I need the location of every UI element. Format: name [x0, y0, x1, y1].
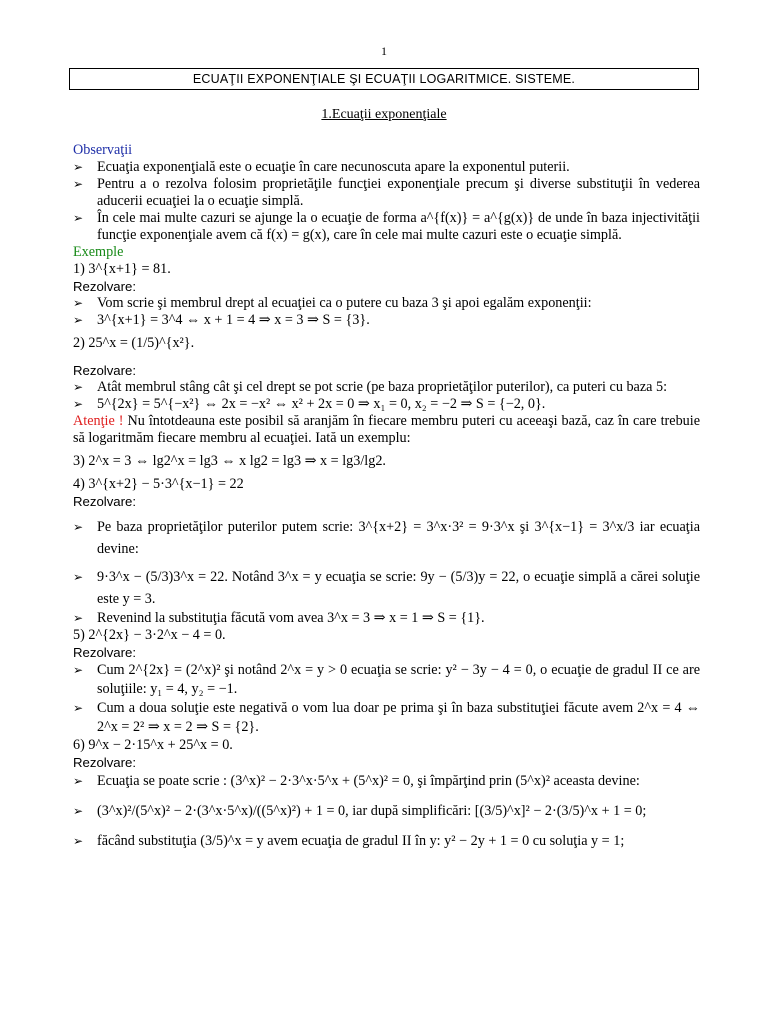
- observation-text: În cele mai multe cazuri se ajunge la o ecuaţie de forma a^{f(x)} = a^{g(x)} de unde în baza injectivităţii funcţie exponenţiale avem că f(x) = g(x), care în cele mai multe cazuri este o ecuaţie simplă.: [97, 210, 700, 243]
- solution-step: [73, 379, 700, 396]
- step-text: Atât membrul stâng cât şi cel drept se pot scrie (pe baza proprietăţilor puterilor), ca puteri cu baza 5:: [97, 379, 668, 395]
- arrow-bullet-icon: ➢: [73, 296, 84, 310]
- solution-step: [73, 312, 700, 329]
- step-text: 9·3^x − (5/3)3^x = 22. Notând 3^x = y ecuaţia se scrie: 9y − (5/3)y = 22, o ecuaţie simplă a cărei soluţie este y = 3.: [97, 569, 700, 607]
- solution-step: [73, 566, 700, 610]
- page-title: ECUAŢII EXPONENŢIALE ŞI ECUAŢII LOGARITMICE. SISTEME.: [69, 68, 699, 90]
- atentie-label: Atenţie !: [73, 413, 124, 429]
- solution-step: [73, 801, 700, 821]
- solution-step: [73, 699, 700, 737]
- step-text: Pe baza proprietăţilor puterilor putem scrie: 3^{x+2} = 3^x·3² = 9·3^x şi 3^{x−1} = 3^x/3 iar ecuaţia devine:: [97, 519, 700, 557]
- arrow-bullet-icon: ➢: [73, 313, 84, 327]
- arrow-bullet-icon: ➢: [73, 663, 84, 677]
- step-formula: 5^{2x} = 5^{−x²} ⇔ 2x = −x² ⇔ x² + 2x = 0 ⇒ x₁ = 0, x₂ = −2 ⇒ S = {−2, 0}.: [97, 396, 546, 412]
- arrow-bullet-icon: ➢: [73, 380, 84, 394]
- step-text: (3^x)²/(5^x)² − 2·(3^x·5^x)/((5^x)²) + 1 = 0, iar după simplificări: [(3/5)^x]² − 2·(3/5)^x + 1 = 0;: [97, 803, 647, 819]
- observation-item: [73, 210, 700, 244]
- observation-text: Ecuaţia exponenţială este o ecuaţie în care necunoscuta apare la exponentul puterii.: [97, 159, 570, 175]
- step-text: Vom scrie şi membrul drept al ecuaţiei ca o putere cu baza 3 şi apoi egalăm exponenţii:: [97, 295, 592, 311]
- solution-step: [73, 396, 700, 413]
- observation-text: Pentru a o rezolva folosim proprietăţile funcţiei exponenţiale precum şi diverse substituţii în vederea aducerii ecuaţiei la o ecuaţie simplă.: [97, 176, 700, 209]
- page-number: 1: [381, 44, 387, 58]
- rezolvare-label: Rezolvare:: [73, 494, 137, 509]
- arrow-bullet-icon: ➢: [73, 397, 84, 411]
- solution-step: [73, 610, 700, 627]
- step-text: Ecuaţia se poate scrie : (3^x)² − 2·3^x·5^x + (5^x)² = 0, şi împărţind prin (5^x)² aceasta devine:: [97, 773, 640, 789]
- rezolvare-label: Rezolvare:: [73, 279, 137, 294]
- rezolvare-label: Rezolvare:: [73, 645, 137, 660]
- solution-step: [73, 831, 700, 851]
- arrow-bullet-icon: ➢: [73, 701, 84, 715]
- arrow-bullet-icon: ➢: [73, 570, 84, 584]
- step-text: Cum 2^{2x} = (2^x)² şi notând 2^x = y > 0 ecuaţia se scrie: y² − 3y − 4 = 0, o ecuaţie de gradul II ce are soluţiile: y₁ = 4, y₂ = −1.: [97, 662, 700, 697]
- example-1: 1) 3^{x+1} = 81.: [73, 261, 171, 277]
- solution-step: [73, 516, 700, 560]
- example-2: 2) 25^x = (1/5)^{x²}.: [73, 335, 195, 351]
- observation-item: [73, 176, 700, 210]
- example-3: 3) 2^x = 3 ⇔ lg2^x = lg3 ⇔ x lg2 = lg3 ⇒ x = lg3/lg2.: [73, 453, 386, 469]
- arrow-bullet-icon: ➢: [73, 520, 84, 534]
- step-text: făcând substituţia (3/5)^x = y avem ecuaţia de gradul II în y: y² − 2y + 1 = 0 cu soluţia y = 1;: [97, 833, 625, 849]
- observatii-heading: Observaţii: [73, 142, 133, 158]
- example-4: 4) 3^{x+2} − 5·3^{x−1} = 22: [73, 476, 244, 492]
- example-6: 6) 9^x − 2·15^x + 25^x = 0.: [73, 737, 233, 753]
- arrow-bullet-icon: ➢: [73, 160, 84, 174]
- atentie-note: [73, 413, 700, 447]
- observation-item: [73, 159, 700, 176]
- arrow-bullet-icon: ➢: [73, 834, 84, 848]
- solution-step: [73, 771, 700, 791]
- rezolvare-label: Rezolvare:: [73, 755, 137, 770]
- arrow-bullet-icon: ➢: [73, 211, 84, 225]
- step-text: Revenind la substituţia făcută vom avea 3^x = 3 ⇒ x = 1 ⇒ S = {1}.: [97, 610, 485, 626]
- arrow-bullet-icon: ➢: [73, 611, 84, 625]
- arrow-bullet-icon: ➢: [73, 804, 84, 818]
- step-formula: 3^{x+1} = 3^4 ⇔ x + 1 = 4 ⇒ x = 3 ⇒ S = {3}.: [97, 312, 370, 328]
- solution-step: [73, 661, 700, 699]
- example-5: 5) 2^{2x} − 3·2^x − 4 = 0.: [73, 627, 226, 643]
- atentie-text: Nu întotdeauna este posibil să aranjăm în fiecare membru puteri cu aceeaşi bază, caz în care trebuie să logaritmăm fiecare membru al ecuaţiei. Iată un exemplu:: [73, 413, 700, 446]
- section-heading: 1.Ecuaţii exponenţiale: [321, 107, 447, 122]
- arrow-bullet-icon: ➢: [73, 177, 84, 191]
- exemple-heading: Exemple: [73, 244, 124, 260]
- solution-step: [73, 295, 700, 312]
- step-text: Cum a doua soluţie este negativă o vom lua doar pe prima şi în baza substituţiei făcute avem 2^x = 4 ⇔ 2^x = 2² ⇒ x = 2 ⇒ S = {2}.: [97, 700, 700, 735]
- rezolvare-label: Rezolvare:: [73, 363, 137, 378]
- document-body: [73, 142, 700, 851]
- arrow-bullet-icon: ➢: [73, 774, 84, 788]
